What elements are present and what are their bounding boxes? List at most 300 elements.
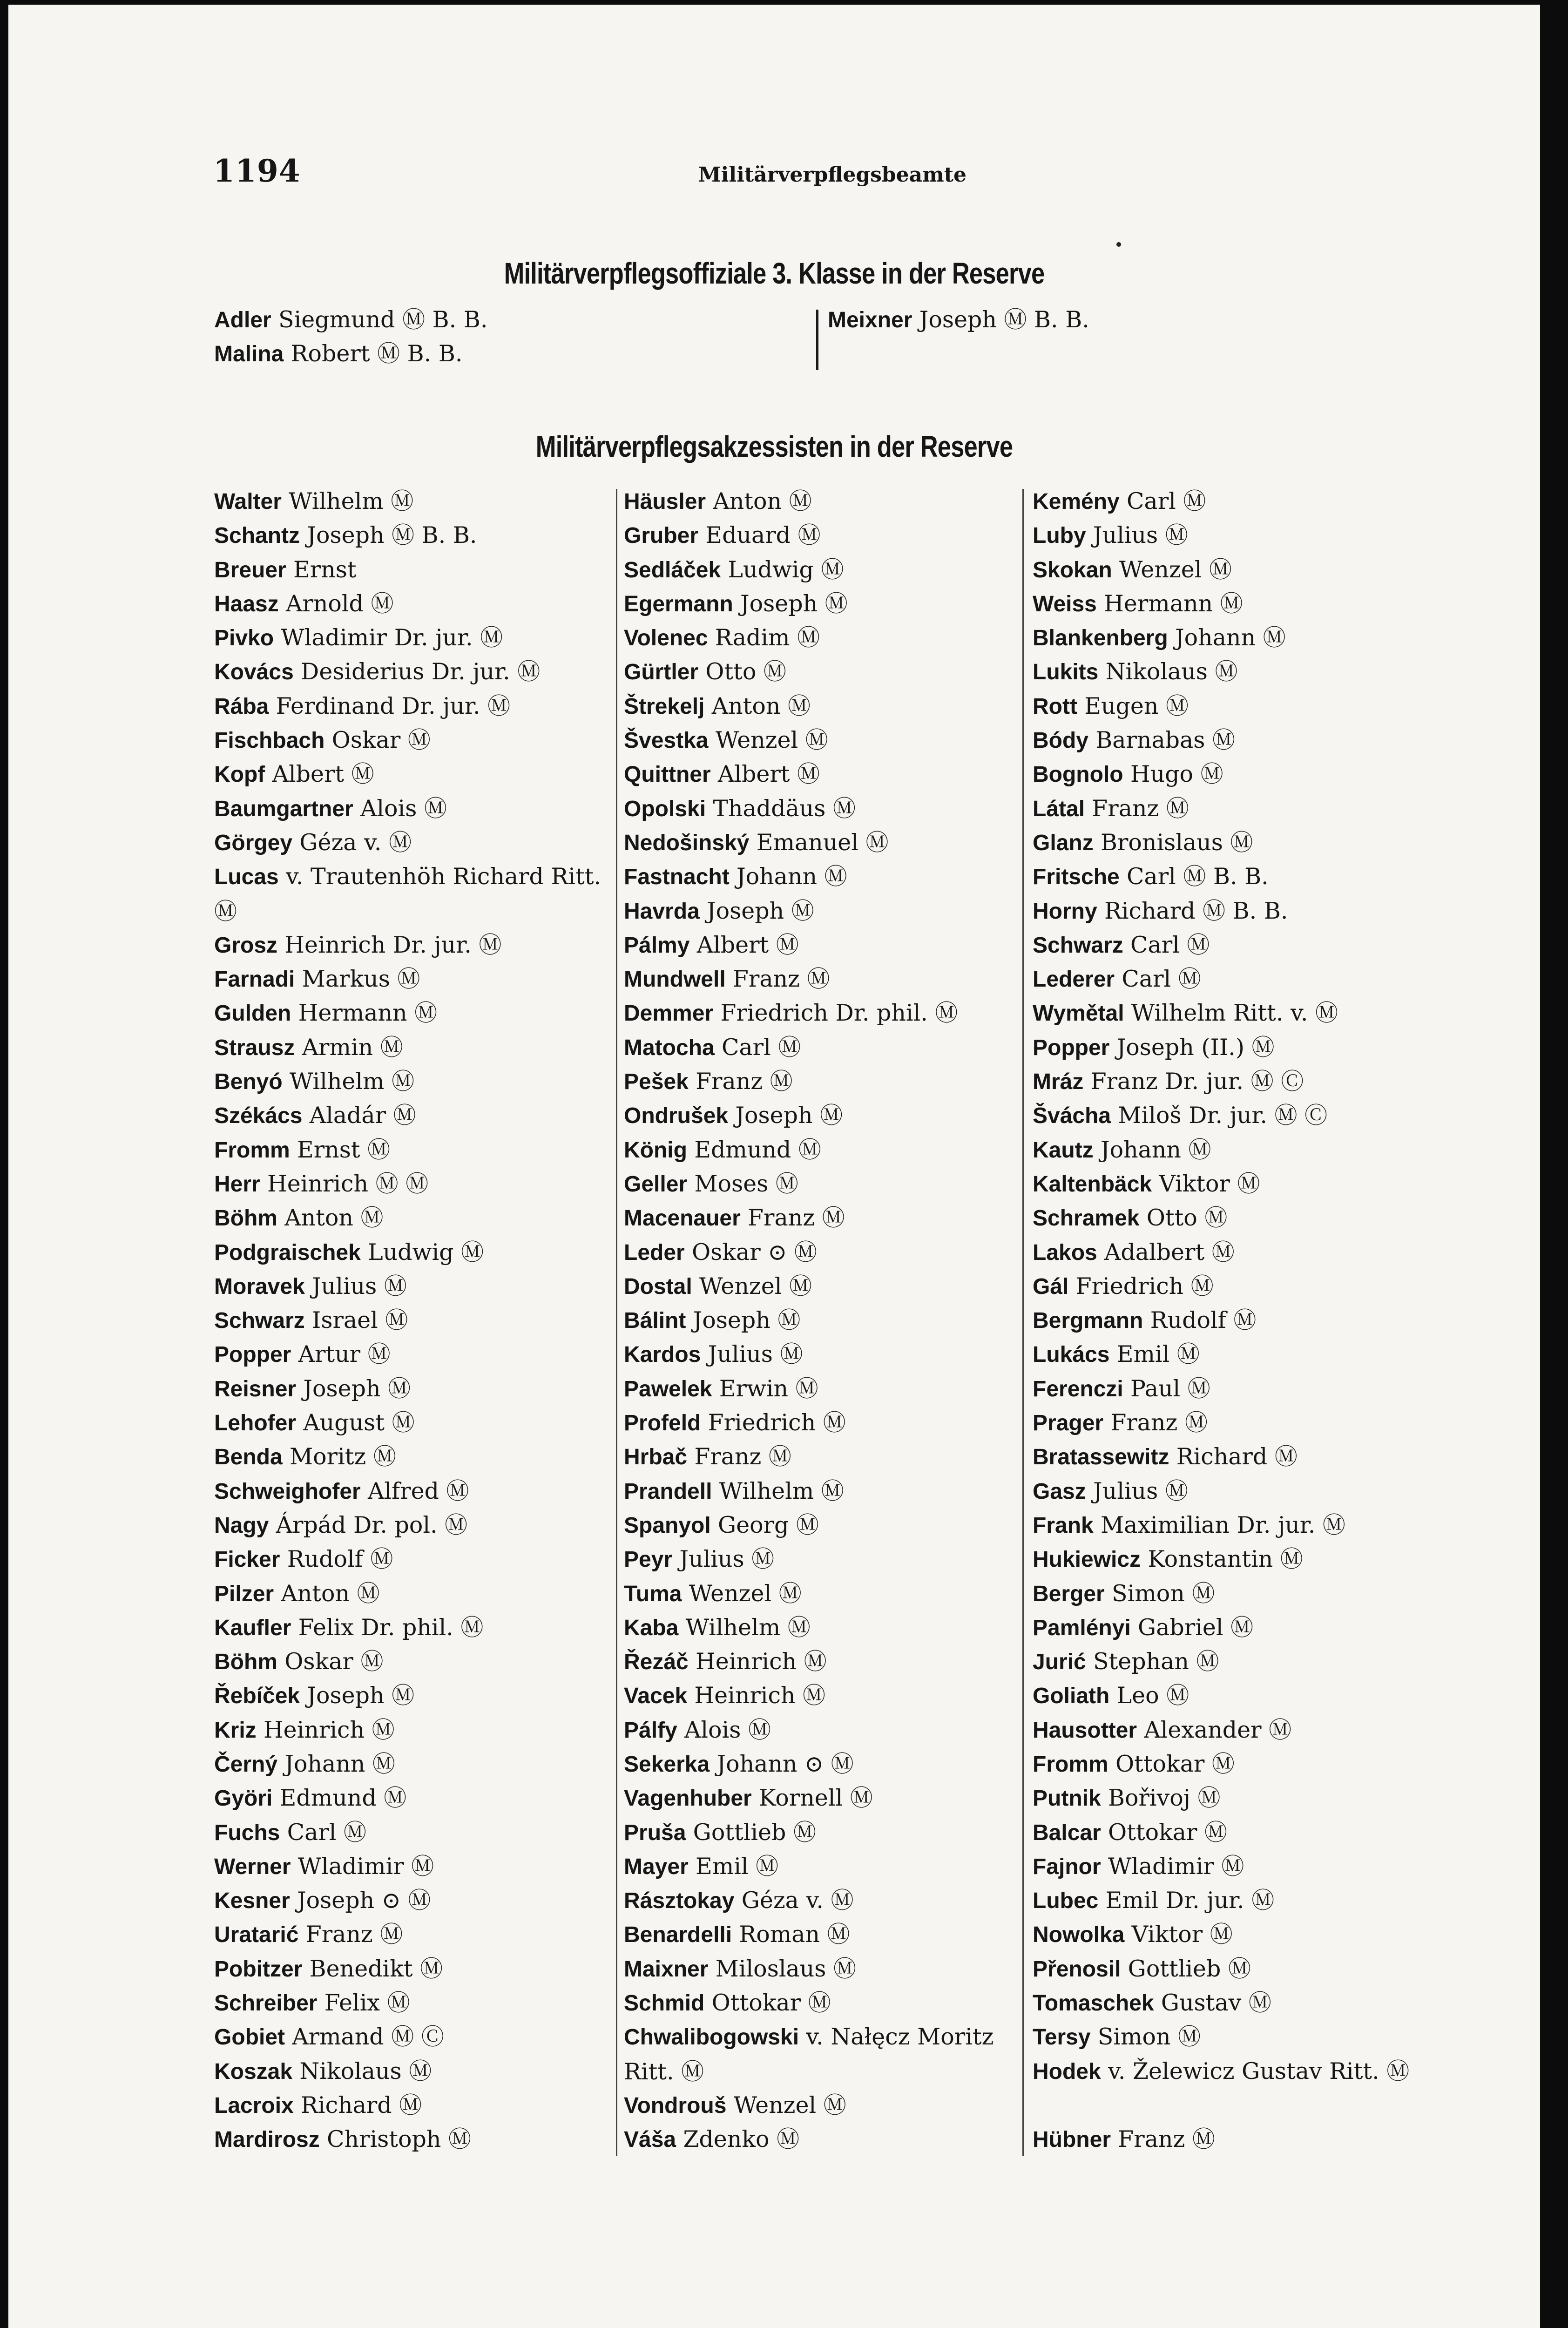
name-entry [1033,1406,1419,1440]
name-entry [214,1883,615,1917]
entry-surname: Herr [214,1171,260,1197]
name-entry [214,587,615,621]
entry-given-names: Adalbert Ⓜ [1104,1238,1235,1266]
name-entry [214,859,615,928]
entry-given-names: Arnold Ⓜ [286,590,394,617]
entry-given-names: Wenzel Ⓜ [715,727,828,754]
entry-surname: Kaltenbäck [1033,1171,1152,1197]
entry-given-names: Heinrich Ⓜ [696,1648,827,1675]
entry-surname: Volenec [624,626,708,651]
entry-surname: Strausz [214,1035,295,1060]
entry-given-names: Wilhelm Ⓜ [289,488,414,514]
entry-surname: Fastnacht [624,865,730,890]
entry-given-names: Ernst Ⓜ [297,1136,391,1163]
name-entry [214,484,615,518]
entry-surname: Hukiewicz [1033,1547,1141,1572]
name-entry [624,518,1020,552]
entry-surname: Černý [214,1752,278,1777]
entry-given-names: Oskar Ⓜ [284,1648,384,1675]
entry-surname: Švestka [624,728,709,753]
entry-given-names: Anton Ⓜ [711,692,811,719]
entry-surname: Ferenczi [1033,1376,1123,1401]
name-entry [214,1644,615,1678]
entry-surname: Opolski [624,796,706,821]
entry-given-names: Johann ⊙ Ⓜ [716,1750,854,1777]
entry-given-names: Albert Ⓜ [717,761,820,788]
entry-surname: Kemény [1033,489,1120,514]
name-entry [1033,518,1419,552]
entry-given-names: Felix Dr. phil. Ⓜ [298,1614,484,1641]
name-entry [624,1849,1020,1883]
name-entry [1033,1337,1419,1371]
entry-surname: Bódy [1033,728,1088,753]
entry-given-names: Konstantin Ⓜ [1148,1546,1303,1573]
entry-given-names: Joseph ⊙ Ⓜ [297,1887,431,1914]
entry-given-names: Árpád Dr. pol. Ⓜ [276,1511,468,1538]
entry-surname: Kesner [214,1888,290,1914]
entry-given-names: Franz Ⓜ [748,1205,845,1232]
name-entry [214,1406,615,1440]
entry-given-names: Carl Ⓜ [721,1034,801,1061]
entry-surname: Bognolo [1033,762,1123,787]
entry-surname: Řezáč [624,1650,689,1675]
name-entry [1033,553,1419,587]
name-entry [624,1030,1020,1064]
print-speck [1116,242,1121,247]
entry-given-names: Thaddäus Ⓜ [713,795,856,822]
entry-surname: Gál [1033,1274,1069,1299]
entry-surname: Hodek [1033,2059,1101,2084]
name-entry [624,1303,1020,1337]
name-entry [214,1372,615,1406]
entry-given-names: Kornell Ⓜ [759,1785,873,1812]
name-entry [1033,1883,1419,1917]
name-entry [624,1167,1020,1201]
name-entry [624,1678,1020,1712]
entry-surname: Prager [1033,1411,1104,1436]
name-entry [624,553,1020,587]
section-title-offiziale: Militärverpflegsoffiziale 3. Klasse in der Reserve [504,257,1045,290]
name-entry [1033,1849,1419,1883]
entry-surname: Sekerka [624,1752,710,1777]
entry-given-names: Benedikt Ⓜ [309,1955,443,1982]
entry-given-names: Wilhelm Ⓜ [719,1477,844,1504]
name-entry [1033,723,1419,757]
name-entry [624,1201,1020,1235]
entry-surname: Schwarz [1033,933,1123,958]
name-entry [1033,894,1419,928]
entry-surname: Kopf [214,762,265,787]
name-entry [624,826,1020,859]
name-entry [624,1440,1020,1474]
entry-given-names: Wenzel Ⓜ [699,1272,812,1299]
entry-surname: Gürtler [624,660,699,685]
entry-given-names: Nikolaus Ⓜ [1105,658,1238,685]
entry-surname: Kriz [214,1718,257,1743]
entry-surname: Goliath [1033,1684,1110,1709]
entry-surname: Lucas [214,865,279,890]
entry-given-names: Eugen Ⓜ [1084,692,1189,719]
name-entry [214,723,615,757]
name-entry [1033,1986,1419,2020]
entry-surname: Spanyol [624,1513,711,1538]
entry-surname: Chwalibogowski [624,2025,799,2050]
entry-surname: Benda [214,1445,283,1470]
entry-surname: Schantz [214,523,300,548]
entry-surname: Böhm [214,1650,277,1675]
entry-surname: Hausotter [1033,1718,1137,1743]
entry-given-names: Hermann Ⓜ [298,1000,438,1027]
name-entry [624,1337,1020,1371]
name-entry [1033,792,1419,826]
entry-given-names: Carl Ⓜ [1122,966,1201,993]
entry-surname: Peyr [624,1547,673,1572]
entry-given-names: Georg Ⓜ [717,1511,819,1538]
entry-surname: Gulden [214,1001,291,1026]
name-entry [214,1917,615,1951]
name-entry [214,1064,615,1098]
name-entry [1033,826,1419,859]
entry-surname: Lakos [1033,1240,1097,1265]
entry-surname: Pálfy [624,1718,677,1743]
entry-given-names: Wenzel Ⓜ [1119,556,1232,583]
name-entry [1033,1781,1419,1815]
entry-surname: Pálmy [624,933,690,958]
entry-surname: Matocha [624,1035,715,1060]
entry-given-names: Ludwig Ⓜ [728,556,844,583]
entry-given-names: Viktor Ⓜ [1159,1170,1260,1197]
column-rule [616,489,617,2156]
entry-surname: Profeld [624,1411,701,1436]
entry-given-names: Rudolf Ⓜ [287,1546,393,1573]
name-entry [1033,1235,1419,1269]
entry-given-names: Eduard Ⓜ [705,522,821,549]
entry-given-names: Joseph Ⓜ [303,1375,411,1402]
entry-given-names: Joseph (II.) Ⓜ [1116,1034,1275,1061]
entry-given-names: Ottokar Ⓜ [1108,1819,1227,1846]
entry-given-names: Carl Ⓜ B. B. [1127,863,1269,890]
name-entry [1033,1952,1419,1986]
entry-given-names: v. Trautenhöh Richard Ritt. Ⓜ [214,863,602,925]
entry-surname: Malina [214,342,284,367]
column-rule [816,310,818,370]
name-entry [214,826,615,859]
entry-surname: Baumgartner [214,796,353,821]
entry-surname: Berger [1033,1581,1105,1606]
entry-surname: Tersy [1033,2025,1091,2050]
name-entry [214,928,615,962]
entry-given-names: Joseph Ⓜ [707,897,814,924]
entry-given-names: Wilhelm Ⓜ [289,1068,415,1095]
entry-surname: Havrda [624,899,700,924]
name-entry [214,303,487,337]
name-entry [624,1644,1020,1678]
entry-given-names: Zdenko Ⓜ [683,2126,800,2153]
name-entry [1033,1678,1419,1712]
entry-given-names: Gabriel Ⓜ [1138,1614,1254,1641]
entry-given-names: Miloslaus Ⓜ [715,1955,856,1982]
entry-surname: Leder [624,1240,685,1265]
entry-surname: Bratassewitz [1033,1445,1169,1470]
name-entry [1033,484,1419,518]
entry-given-names: Simon Ⓜ [1097,2023,1201,2051]
name-entry [624,1713,1020,1747]
entry-given-names: Barnabas Ⓜ [1095,727,1235,754]
entry-surname: Tomaschek [1033,1991,1154,2016]
entry-surname: Lukits [1033,660,1099,685]
name-entry [1033,757,1419,791]
name-entry [624,689,1020,723]
name-entry [1033,996,1419,1030]
running-head: Militärverpflegsbeamte [698,163,967,187]
entry-given-names: v. Želewicz Gustav Ritt. Ⓜ [1108,2057,1410,2084]
entry-given-names: Emanuel Ⓜ [756,829,889,856]
name-entry [624,1611,1020,1644]
name-entry [214,689,615,723]
entry-given-names: Alois Ⓜ [360,795,447,822]
entry-given-names: Joseph Ⓜ [693,1307,801,1334]
entry-given-names: Gustav Ⓜ [1161,1990,1271,2017]
entry-surname: Nowolka [1033,1922,1125,1948]
entry-given-names: Joseph Ⓜ B. B. [307,522,477,549]
entry-given-names: Oskar Ⓜ [331,727,431,754]
entry-given-names: Franz Ⓜ [1110,1409,1208,1436]
entry-given-names: Franz Ⓜ [305,1921,403,1948]
entry-given-names: Heinrich Ⓜ Ⓜ [267,1170,429,1197]
page-number: 1194 [213,153,301,189]
name-entry [624,1747,1020,1781]
entry-given-names: Julius Ⓜ [679,1546,775,1573]
name-entry [624,1133,1020,1167]
name-entry [624,894,1020,928]
entry-given-names: Artur Ⓜ [298,1341,391,1368]
name-entry [214,337,487,371]
name-entry [1033,1474,1419,1508]
name-entry [1033,689,1419,723]
entry-surname: Wymětal [1033,1001,1124,1026]
document-page [8,5,1540,2328]
entry-given-names: Otto Ⓜ [1146,1205,1228,1232]
section-1-column-1 [214,303,487,371]
name-entry [624,1098,1020,1132]
entry-given-names: Richard Ⓜ B. B. [1104,897,1288,924]
entry-surname: Fromm [214,1137,290,1163]
name-entry [1033,2020,1419,2054]
entry-surname: Nedošinský [624,830,750,855]
entry-given-names: Franz Dr. jur. Ⓜ Ⓒ [1090,1068,1304,1095]
entry-given-names: Julius Ⓜ [1093,522,1188,549]
entry-given-names: Siegmund Ⓜ B. B. [278,306,488,333]
name-entry [1033,1577,1419,1611]
name-entry [624,621,1020,655]
name-entry [624,2020,1020,2088]
entry-surname: Ficker [214,1547,280,1572]
entry-given-names: Carl Ⓜ [1127,488,1206,514]
entry-surname: Reisner [214,1376,297,1401]
entry-given-names: Wenzel Ⓜ [733,2091,846,2118]
name-entry [214,1577,615,1611]
entry-given-names: Aladár Ⓜ [309,1102,416,1129]
entry-given-names: Franz Ⓜ [694,1443,791,1470]
entry-surname: Györi [214,1786,273,1811]
entry-given-names: Joseph Ⓜ [735,1102,843,1129]
name-entry [624,484,1020,518]
entry-given-names: Wladimir Ⓜ [1108,1853,1244,1880]
name-entry [214,1713,615,1747]
name-entry [624,1815,1020,1849]
name-entry [214,1440,615,1474]
entry-given-names: Alois Ⓜ [684,1716,771,1743]
name-entry [214,1849,615,1883]
entry-surname: Řebíček [214,1684,300,1709]
entry-surname: Látal [1033,796,1085,821]
name-entry [624,587,1020,621]
entry-surname: Hübner [1033,2127,1111,2152]
entry-surname: Vondrouš [624,2093,727,2118]
entry-surname: Grosz [214,933,278,958]
name-entry [1033,962,1419,996]
entry-surname: Böhm [214,1206,277,1231]
entry-given-names: Robert Ⓜ B. B. [291,340,463,367]
entry-surname: Pilzer [214,1581,274,1606]
entry-surname: Blankenberg [1033,626,1168,651]
entry-given-names: Hugo Ⓜ [1130,761,1223,788]
name-entry [624,723,1020,757]
name-entry [214,1269,615,1303]
entry-surname: Pamlényi [1033,1615,1131,1640]
entry-surname: Pobitzer [214,1956,303,1982]
entry-given-names: Heinrich Dr. jur. Ⓜ [284,931,502,958]
entry-given-names: Israel Ⓜ [312,1307,408,1334]
entry-given-names: Emil Ⓜ [1116,1341,1200,1368]
entry-surname: Schweighofer [214,1479,361,1504]
entry-surname: Moravek [214,1274,305,1299]
entry-given-names: Leo Ⓜ [1116,1682,1190,1709]
entry-given-names: Oskar ⊙ Ⓜ [691,1238,817,1266]
name-entry [214,1542,615,1576]
entry-given-names: Edmund Ⓜ [279,1785,407,1812]
entry-given-names: Erwin Ⓜ [719,1375,818,1402]
entry-surname: Pešek [624,1069,689,1095]
entry-surname: Gobiet [214,2025,285,2050]
name-entry [214,962,615,996]
name-entry [1033,1644,1419,1678]
entry-given-names: Hermann Ⓜ [1104,590,1243,617]
entry-surname: Benardelli [624,1922,732,1948]
name-entry [624,792,1020,826]
entry-surname: Kaufler [214,1615,291,1640]
name-entry [1033,1201,1419,1235]
section-2-column-2 [624,484,1020,2157]
name-entry [214,1235,615,1269]
section-title-akzessisten: Militärverpflegsakzessisten in der Reserve [535,430,1013,463]
name-entry [214,1201,615,1235]
name-entry [624,1372,1020,1406]
entry-surname: Rásztokay [624,1888,735,1914]
entry-surname: Maixner [624,1956,709,1982]
entry-surname: König [624,1137,687,1163]
name-entry [1033,1030,1419,1064]
entry-surname: Vagenhuber [624,1786,752,1811]
entry-given-names: Edmund Ⓜ [694,1136,821,1163]
entry-surname: Gruber [624,523,699,548]
entry-given-names: Julius Ⓜ [708,1341,803,1368]
entry-surname: Haasz [214,591,279,616]
name-entry [214,1986,615,2020]
entry-surname: Váša [624,2127,676,2152]
entry-given-names: Joseph Ⓜ B. B. [919,306,1089,333]
name-entry [214,996,615,1030]
entry-surname: Demmer [624,1001,714,1026]
name-entry [214,2122,615,2156]
entry-given-names: Roman Ⓜ [739,1921,850,1948]
entry-given-names: Johann Ⓜ [736,863,847,890]
entry-given-names: Wladimir Dr. jur. Ⓜ [281,624,503,651]
entry-given-names: Anton Ⓜ [284,1205,384,1232]
name-entry [1033,2122,1419,2156]
entry-given-names: August Ⓜ [303,1409,415,1436]
entry-given-names: Ludwig Ⓜ [368,1238,484,1266]
entry-surname: Nagy [214,1513,269,1538]
entry-surname: Adler [214,308,271,332]
entry-surname: Bergmann [1033,1308,1143,1333]
entry-surname: Lederer [1033,967,1115,992]
entry-surname: Bálint [624,1308,686,1333]
entry-surname: Lacroix [214,2093,294,2118]
name-entry [828,303,1089,337]
entry-surname: Weiss [1033,591,1097,616]
entry-surname: Jurić [1033,1650,1086,1675]
entry-surname: Lukács [1033,1342,1110,1367]
entry-surname: Prandell [624,1479,712,1504]
entry-given-names: Maximilian Dr. jur. Ⓜ [1100,1511,1345,1538]
name-entry [214,1133,615,1167]
entry-surname: Kaba [624,1615,679,1640]
entry-surname: Uratarić [214,1922,299,1948]
name-entry [624,757,1020,791]
entry-surname: Luby [1033,523,1086,548]
entry-surname: Mráz [1033,1069,1084,1095]
entry-given-names: Radim Ⓜ [715,624,820,651]
name-entry [1033,1064,1419,1098]
entry-surname: Gasz [1033,1479,1086,1504]
name-entry [1033,655,1419,689]
entry-given-names: Miloš Dr. jur. Ⓜ Ⓒ [1118,1102,1328,1129]
name-entry [214,1303,615,1337]
entry-given-names: Ottokar Ⓜ [711,1990,831,2017]
entry-surname: Rott [1033,694,1077,719]
name-entry [214,553,615,587]
name-entry [214,1098,615,1132]
entry-surname: Werner [214,1854,291,1879]
entry-given-names: Emil Dr. jur. Ⓜ [1105,1887,1275,1914]
entry-given-names: Wilhelm Ritt. v. Ⓜ [1131,1000,1338,1027]
entry-surname: Sedláček [624,557,721,582]
entry-given-names: Otto Ⓜ [705,658,786,685]
name-entry [624,962,1020,996]
name-entry [1033,1098,1419,1132]
name-entry [214,1952,615,1986]
entry-surname: Benyó [214,1069,283,1095]
entry-surname: Häusler [624,489,706,514]
entry-given-names: Bořivoj Ⓜ [1108,1785,1221,1812]
name-entry [624,1952,1020,1986]
entry-surname: Schwarz [214,1308,305,1333]
name-entry [1033,1269,1419,1303]
entry-surname: Popper [214,1342,291,1367]
entry-given-names: v. Nałęcz Moritz Ritt. Ⓜ [624,2023,994,2085]
entry-surname: Schreiber [214,1991,318,2016]
